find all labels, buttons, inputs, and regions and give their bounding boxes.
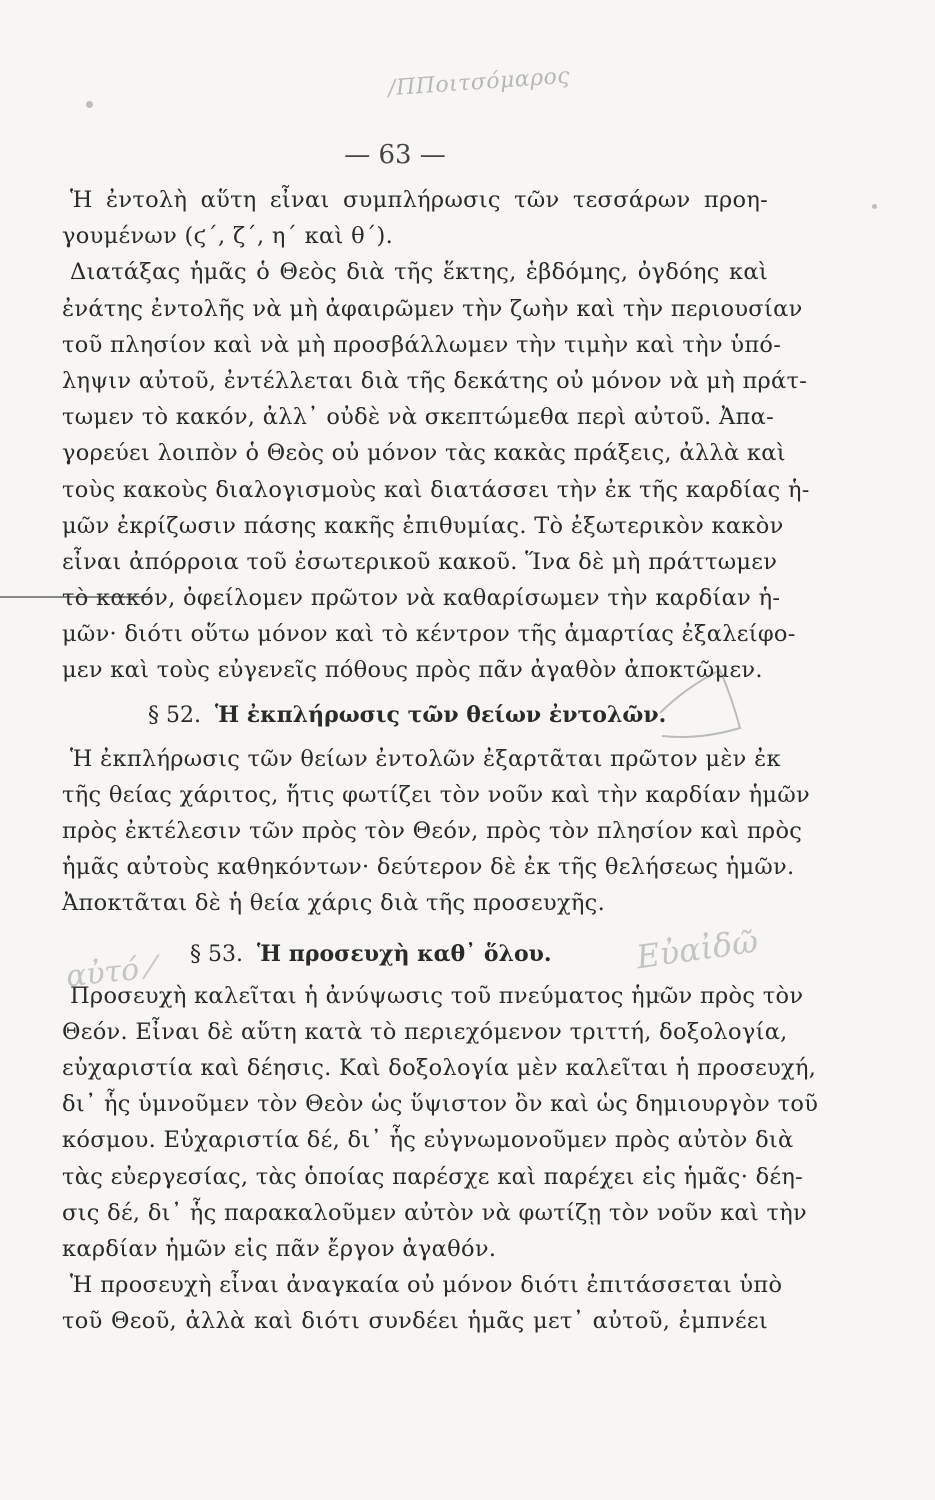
section-number: § 53.	[190, 941, 243, 967]
text-line: τοῦ πλησίον καὶ νὰ μὴ προσβάλλωμεν τὴν τιμὴν καὶ τὴν ὑπό-	[62, 331, 782, 358]
body-text	[62, 182, 819, 1339]
text-line: μεν καὶ τοὺς εὐγενεῖς πόθους πρὸς πᾶν ἀγαθὸν ἀποκτῶμεν.	[62, 657, 763, 684]
text-line: Διατάξας ἡμᾶς ὁ Θεὸς διὰ τῆς ἕκτης, ἑβδόμης, ὀγδόης καὶ	[70, 259, 768, 286]
text-line: τοῦ Θεοῦ, ἀλλὰ καὶ διότι συνδέει ἡμᾶς μετ᾽ αὐτοῦ, ἐμπνέει	[62, 1308, 768, 1335]
text-line: μῶν ἐκρίζωσιν πάσης κακῆς ἐπιθυμίας. Τὸ ἐξωτερικὸν κακὸν	[62, 512, 784, 539]
section-heading-53	[62, 922, 768, 978]
text-line: τοὺς κακοὺς διαλογισμοὺς καὶ διατάσσει τὴν ἐκ τῆς καρδίας ἡ-	[62, 476, 810, 503]
text-line: ληψιν αὐτοῦ, ἐντέλλεται διὰ τῆς δεκάτης οὐ μόνον νὰ μὴ πράτ-	[62, 367, 808, 394]
page-number: — 63 —	[344, 140, 446, 170]
handwritten-note-left: αὐτό ⁄	[64, 950, 156, 995]
text-line: καρδίαν ἡμῶν εἰς πᾶν ἔργον ἀγαθόν.	[62, 1235, 497, 1262]
paper-speck	[872, 204, 877, 209]
text-line: Ἡ ἐντολὴ αὕτη εἶναι συμπλήρωσις τῶν τεσσάρων προη-	[70, 187, 768, 213]
text-line: Ἀποκτᾶται δὲ ἡ θεία χάρις διὰ τῆς προσευχῆς.	[62, 890, 606, 917]
paper-speck	[86, 101, 93, 108]
text-line: τὸ κακόν, ὀφείλομεν πρῶτον νὰ καθαρίσωμεν τὴν καρδίαν ἡ-	[62, 585, 781, 612]
text-line: σις δέ, δι᾽ ἧς παρακαλοῦμεν αὐτὸν νὰ φωτίζῃ τὸν νοῦν καὶ τὴν	[62, 1199, 808, 1226]
text-line: κόσμου. Εὐχαριστία δέ, δι᾽ ἧς εὐγνωμονοῦμεν πρὸς αὐτὸν διὰ	[62, 1127, 794, 1154]
section-title: Ἡ ἐκπλήρωσις τῶν θείων ἐντολῶν.	[214, 701, 667, 728]
text-line: Ἡ προσευχὴ εἶναι ἀναγκαία οὐ μόνον διότι ἐπιτάσσεται ὑπὸ	[70, 1272, 783, 1299]
text-line: Ἡ ἐκπλήρωσις τῶν θείων ἐντολῶν ἐξαρτᾶται πρῶτον μὲν ἐκ	[70, 745, 781, 772]
section-title: Ἡ προσευχὴ καθ᾽ ὅλου.	[256, 940, 552, 967]
text-line: τωμεν τὸ κακόν, ἀλλ᾽ οὐδὲ νὰ σκεπτώμεθα περὶ αὐτοῦ. Ἀπα-	[62, 404, 774, 431]
text-line: ἐνάτης ἐντολῆς νὰ μὴ ἀφαιρῶμεν τὴν ζωὴν καὶ τὴν περιουσίαν	[62, 295, 803, 322]
text-line: τὰς εὐεργεσίας, τὰς ὁποίας παρέσχε καὶ παρέχει εἰς ἡμᾶς· δέη-	[62, 1163, 804, 1190]
section-number: § 52.	[148, 702, 201, 728]
text-line: δι᾽ ἧς ὑμνοῦμεν τὸν Θεὸν ὡς ὕψιστον ὂν καὶ ὡς δημιουργὸν τοῦ	[62, 1091, 819, 1118]
text-line: γουμένων (ϛ΄, ζ΄, η΄ καὶ θ΄).	[62, 223, 394, 250]
text-line: τῆς θείας χάριτος, ἥτις φωτίζει τὸν νοῦν καὶ τὴν καρδίαν ἡμῶν	[62, 781, 810, 808]
text-line: ἡμᾶς αὐτοὺς καθηκόντων· δεύτερον δὲ ἐκ τῆς θελήσεως ἡμῶν.	[62, 854, 795, 881]
text-line: γορεύει λοιπὸν ὁ Θεὸς οὐ μόνον τὰς κακὰς πράξεις, ἀλλὰ καὶ	[62, 440, 786, 467]
handwritten-margin-note: /ΠΠοιτσόμαρος	[387, 63, 571, 102]
text-line: εἶναι ἀπόρροια τοῦ ἐσωτερικοῦ κακοῦ. Ἵνα δὲ μὴ πράττωμεν	[62, 548, 778, 575]
section-heading-52	[62, 689, 768, 741]
text-line: εὐχαριστία καὶ δέησις. Καὶ δοξολογία μὲν καλεῖται ἡ προσευχή,	[62, 1054, 817, 1081]
text-line: Προσευχὴ καλεῖται ἡ ἀνύψωσις τοῦ πνεύματος ἡμῶν πρὸς τὸν	[70, 982, 804, 1009]
text-line: μῶν· διότι οὕτω μόνον καὶ τὸ κέντρον τῆς ἁμαρτίας ἐξαλείφο-	[62, 621, 796, 648]
handwritten-note-right: Εὐαἰδῶ	[633, 921, 761, 977]
text-line: Θεόν. Εἶναι δὲ αὕτη κατὰ τὸ περιεχόμενον τριττή, δοξολογία,	[62, 1018, 788, 1045]
text-line: πρὸς ἐκτέλεσιν τῶν πρὸς τὸν Θεόν, πρὸς τὸν πλησίον καὶ πρὸς	[62, 818, 803, 844]
